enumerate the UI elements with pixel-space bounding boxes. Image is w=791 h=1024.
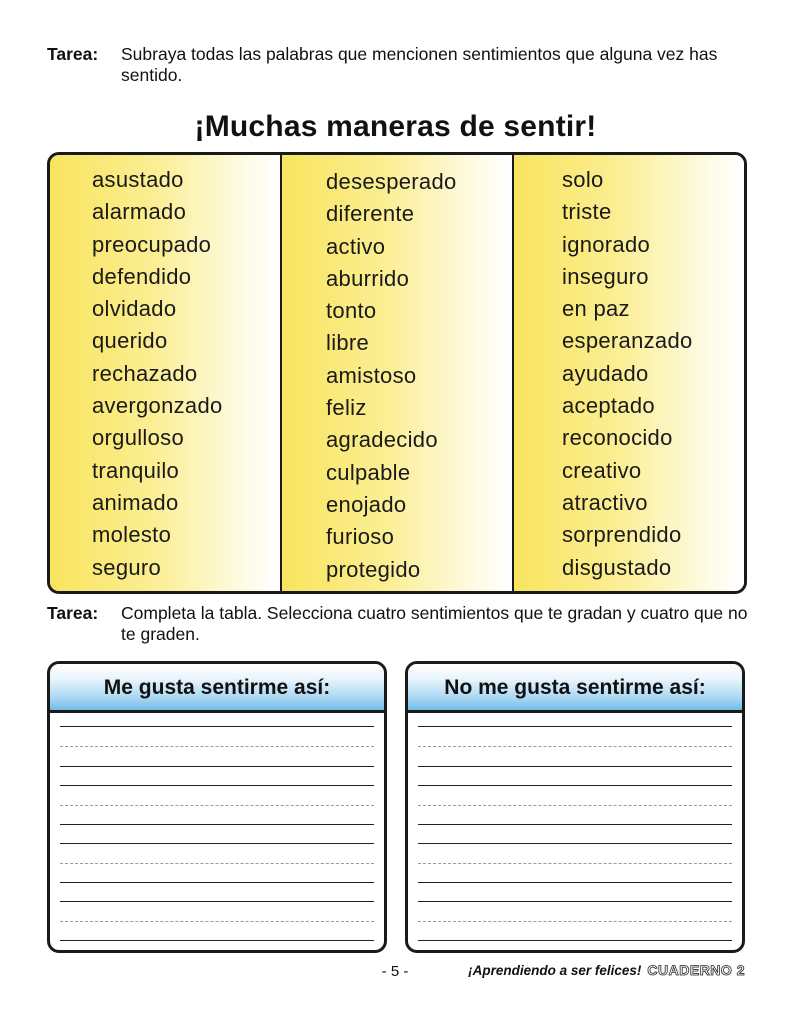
feeling-word[interactable]: creativo — [562, 457, 642, 483]
feeling-word[interactable]: enojado — [326, 491, 407, 517]
task-text: Completa la tabla. Selecciona cuatro sentimientos que te gradan y cuatro que no te graden. — [121, 603, 748, 644]
feeling-word[interactable]: olvidado — [92, 296, 177, 322]
feeling-word[interactable]: activo — [326, 233, 386, 259]
feeling-word[interactable]: disgustado — [562, 554, 672, 580]
feeling-word[interactable]: tonto — [326, 298, 377, 324]
feeling-word[interactable]: tranquilo — [92, 457, 180, 483]
feeling-word[interactable]: reconocido — [562, 425, 673, 451]
feeling-word[interactable]: ayudado — [562, 360, 649, 386]
feeling-word[interactable]: culpable — [326, 459, 411, 485]
feeling-word[interactable]: alarmado — [92, 199, 187, 225]
feeling-word[interactable]: inseguro — [562, 263, 649, 289]
feeling-word[interactable]: aceptado — [562, 393, 655, 419]
page-number: - 5 - — [381, 963, 409, 980]
feeling-word[interactable]: feliz — [326, 395, 367, 421]
feeling-word[interactable]: furioso — [326, 524, 395, 550]
feeling-word[interactable]: orgulloso — [92, 425, 184, 451]
feeling-word[interactable]: sorprendido — [562, 522, 682, 548]
feeling-word[interactable]: defendido — [92, 263, 192, 289]
feeling-word[interactable]: amistoso — [326, 362, 417, 388]
feeling-word[interactable]: protegido — [326, 556, 421, 582]
series-label: CUADERNO 2 — [647, 962, 745, 978]
task-text: Subraya todas las palabras que mencionen sentimientos que alguna vez has sentido. — [121, 44, 718, 85]
feeling-word[interactable]: preocupado — [92, 231, 212, 257]
feeling-word[interactable]: molesto — [92, 522, 172, 548]
feeling-word[interactable]: triste — [562, 199, 612, 225]
task-label: Tarea: — [47, 603, 99, 623]
feeling-word[interactable]: aburrido — [326, 265, 410, 291]
page-title: ¡Muchas maneras de sentir! — [194, 110, 597, 143]
feeling-word[interactable]: atractivo — [562, 489, 648, 515]
feeling-word[interactable]: libre — [326, 330, 370, 356]
task-label: Tarea: — [47, 44, 99, 64]
writing-lines[interactable] — [408, 713, 742, 950]
panel-title: No me gusta sentirme así: — [408, 664, 742, 713]
feelings-word-box — [47, 152, 747, 594]
footer-brand — [468, 962, 745, 978]
brand-title: ¡Aprendiendo a ser felices! — [468, 963, 642, 978]
feeling-word[interactable]: animado — [92, 489, 179, 515]
feeling-word[interactable]: rechazado — [92, 360, 198, 386]
feeling-word[interactable]: diferente — [326, 201, 415, 227]
feeling-word[interactable]: avergonzado — [92, 393, 223, 419]
feeling-word[interactable]: desesperado — [326, 169, 457, 194]
feeling-word[interactable]: seguro — [92, 554, 162, 580]
feeling-word[interactable]: querido — [92, 328, 168, 354]
feeling-word[interactable]: ignorado — [562, 231, 651, 257]
word-column-3 — [512, 155, 744, 591]
feeling-word[interactable]: solo — [562, 167, 604, 192]
feeling-word[interactable]: en paz — [562, 296, 630, 322]
like-feelings-panel — [47, 661, 387, 953]
word-column-1 — [50, 155, 280, 591]
feeling-word[interactable]: agradecido — [326, 427, 438, 453]
feeling-word[interactable]: asustado — [92, 167, 184, 192]
dislike-feelings-panel — [405, 661, 745, 953]
feeling-word[interactable]: esperanzado — [562, 328, 693, 354]
writing-lines[interactable] — [50, 713, 384, 950]
panel-title: Me gusta sentirme así: — [50, 664, 384, 713]
word-column-2 — [280, 155, 512, 591]
